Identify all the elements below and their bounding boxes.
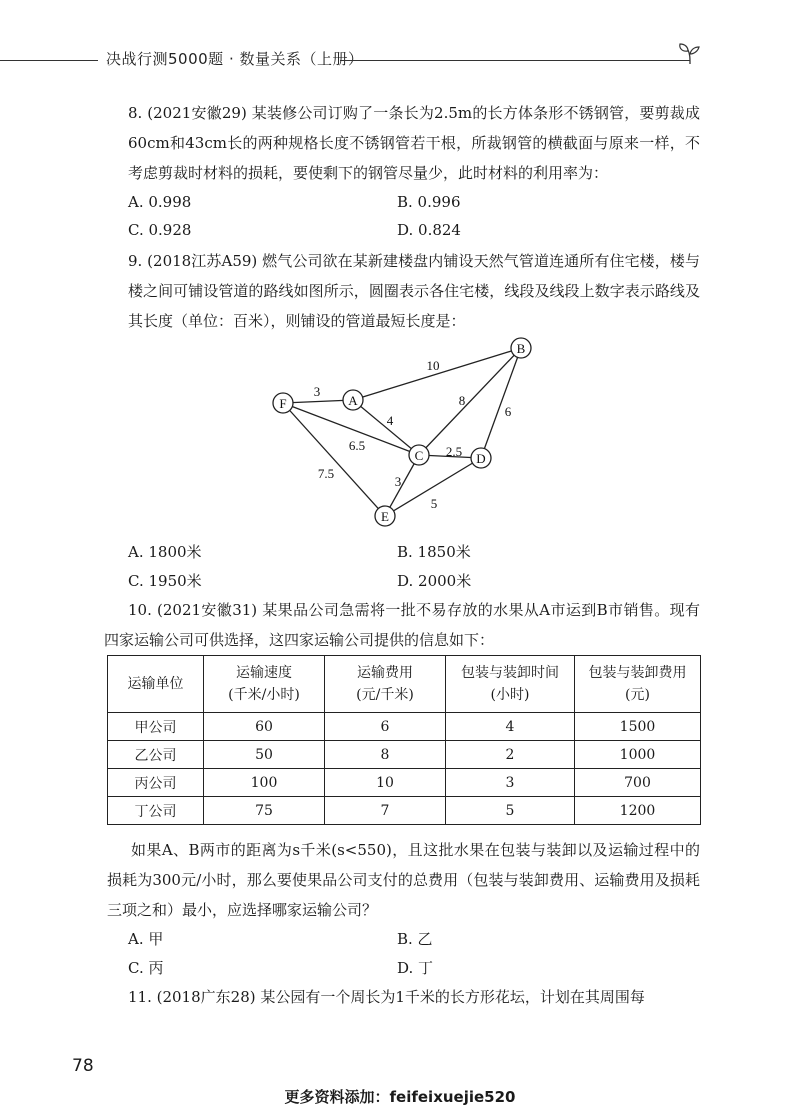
node-label-c: C: [414, 448, 424, 463]
table-row: [108, 769, 701, 797]
question-11-text: 11. (2018广东28) 某公园有一个周长为1千米的长方形花坛，计划在其周围每: [128, 988, 645, 1006]
edge-b-d: [481, 348, 521, 458]
question-10-follow-text: 如果A、B两市的距离为s千米(s<550)，且这批水果在包装与装卸以及运输过程中的损耗为300元/小时，那么要使果品公司支付的总费用（包装与装卸费用、运输费用及损耗三项之和）最小，应选择哪家运输公司？: [107, 841, 700, 919]
table-row: [108, 741, 701, 769]
question-10-text: 10. (2021安徽31) 某果品公司急需将一批不易存放的水果从A市运到B市销售。现有四家运输公司可供选择，这四家运输公司提供的信息如下：: [104, 601, 700, 649]
edge-label-ce: 3: [394, 474, 402, 489]
table-cell: 6: [325, 713, 446, 741]
q10-option-b: B. 乙: [397, 930, 433, 948]
question-8-text: 8. (2021安徽29) 某装修公司订购了一条长为2.5m的长方体条形不锈钢管，要剪裁成60cm和43cm长的两种规格长度不锈钢管若干根，所裁钢管的横截面与原来一样，不考虑剪裁时材料的损耗，要使剩下的钢管尽量少，此时材料的利用率为：: [128, 104, 700, 182]
q10-option-a: A. 甲: [128, 930, 164, 948]
header-transport-cost: 运输费用 (元/千米): [325, 656, 446, 713]
edge-label-fc: 6.5: [348, 438, 366, 453]
book-title: 决战行测5000题 · 数量关系（上册）: [106, 50, 364, 68]
page-number: 78: [72, 1056, 94, 1076]
table-cell: 75: [204, 797, 325, 825]
table-row: [108, 713, 701, 741]
table-row: [108, 797, 701, 825]
table-cell: 3: [446, 769, 575, 797]
footer-prefix: 更多资料添加：: [284, 1088, 390, 1106]
table-cell: 8: [325, 741, 446, 769]
footer-contact-id: feifeixuejie520: [389, 1088, 516, 1106]
header-pack-cost: 包装与装卸费用 (元): [575, 656, 701, 713]
q8-option-d: D. 0.824: [397, 221, 461, 239]
header-pack-time: 包装与装卸时间 (小时): [446, 656, 575, 713]
q10-option-c: C. 丙: [128, 959, 164, 977]
edge-label-ab: 10: [426, 358, 440, 373]
q8-option-c: C. 0.928: [128, 221, 192, 239]
edge-label-fa: 3: [313, 384, 321, 399]
node-label-f: F: [279, 396, 287, 411]
q9-option-d: D. 2000米: [397, 572, 472, 590]
edge-label-cd: 2.5: [445, 444, 463, 459]
table-cell: 丙公司: [108, 769, 204, 797]
table-cell: 10: [325, 769, 446, 797]
question-9-text: 9. (2018江苏A59) 燃气公司欲在某新建楼盘内铺设天然气管道连通所有住宅楼，楼与楼之间可铺设管道的路线如图所示，圆圈表示各住宅楼，线段及线段上数字表示路线及其长度（单位：百米），则铺设的管道最短长度是：: [128, 252, 700, 330]
table-cell: 60: [204, 713, 325, 741]
q9-option-c: C. 1950米: [128, 572, 202, 590]
q10-option-d: D. 丁: [397, 959, 434, 977]
header-speed: 运输速度 (千米/小时): [204, 656, 325, 713]
q8-option-b: B. 0.996: [397, 193, 461, 211]
header-rule-left: [0, 60, 98, 61]
table-cell: 700: [575, 769, 701, 797]
q9-option-b: B. 1850米: [397, 543, 471, 561]
q9-option-a: A. 1800米: [128, 543, 202, 561]
edge-label-fe: 7.5: [317, 466, 335, 481]
node-label-e: E: [381, 509, 389, 524]
node-label-a: A: [348, 393, 358, 408]
node-label-b: B: [516, 341, 526, 356]
table-cell: 50: [204, 741, 325, 769]
edge-label-ac: 4: [386, 413, 394, 428]
transport-company-table: [107, 655, 701, 825]
table-cell: 1000: [575, 741, 701, 769]
edge-label-cb: 8: [458, 393, 466, 408]
edge-label-ed: 5: [430, 496, 438, 511]
q8-option-a: A. 0.998: [128, 193, 192, 211]
edge-f-e: [283, 403, 385, 516]
table-header-row: [108, 656, 701, 713]
edge-label-bd: 6: [504, 404, 512, 419]
header-rule-right: [340, 60, 690, 61]
table-cell: 丁公司: [108, 797, 204, 825]
header-unit: 运输单位: [108, 656, 204, 713]
pipeline-network-graph: [250, 333, 550, 533]
table-cell: 乙公司: [108, 741, 204, 769]
table-cell: 1500: [575, 713, 701, 741]
table-cell: 甲公司: [108, 713, 204, 741]
table-cell: 4: [446, 713, 575, 741]
table-cell: 7: [325, 797, 446, 825]
sprout-icon: [676, 42, 704, 66]
table-cell: 1200: [575, 797, 701, 825]
table-cell: 2: [446, 741, 575, 769]
table-cell: 100: [204, 769, 325, 797]
footer-contact: [0, 1086, 800, 1107]
running-header: [0, 46, 700, 76]
node-label-d: D: [476, 451, 486, 466]
table-cell: 5: [446, 797, 575, 825]
